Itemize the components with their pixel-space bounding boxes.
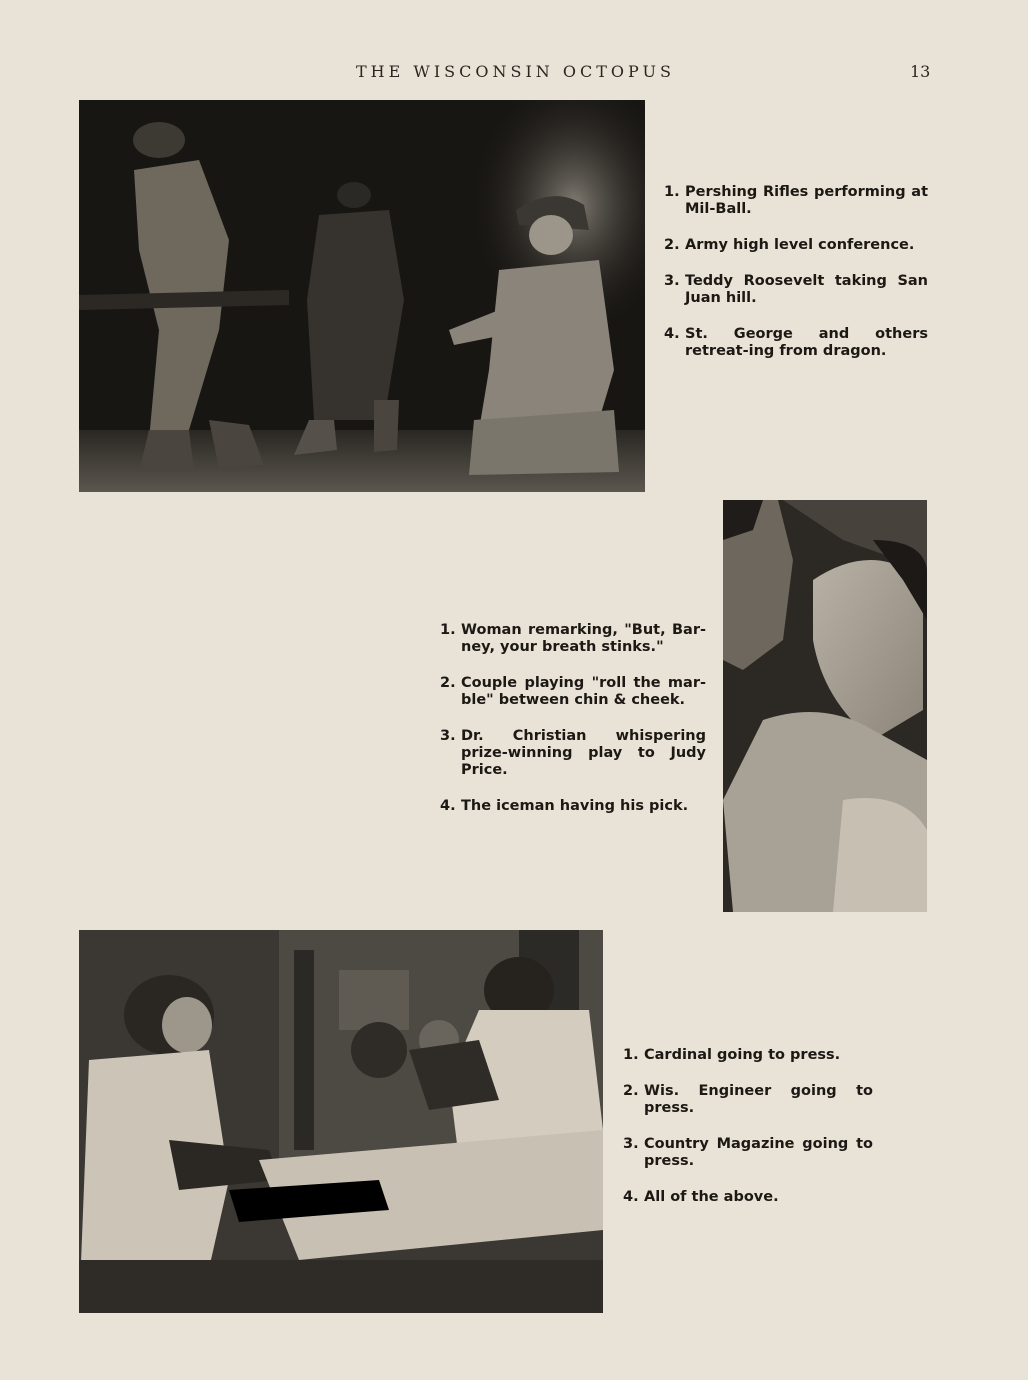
caption-number: 2. xyxy=(623,1083,639,1099)
caption-item xyxy=(623,1047,873,1064)
caption-item xyxy=(623,1189,873,1206)
page-number: 13 xyxy=(910,62,931,81)
caption-text: Country Magazine going to press. xyxy=(644,1136,873,1169)
captions-soldiers xyxy=(664,184,928,379)
caption-number: 3. xyxy=(440,728,456,744)
caption-item xyxy=(440,622,706,656)
caption-number: 2. xyxy=(440,675,456,691)
photo-chimpanzees-image xyxy=(79,930,603,1313)
caption-number: 1. xyxy=(664,184,680,200)
caption-number: 1. xyxy=(623,1047,639,1063)
caption-number: 3. xyxy=(623,1136,639,1152)
photo-chimpanzees xyxy=(79,930,603,1313)
caption-text: Woman remarking, "But, Bar-ney, your breath stinks." xyxy=(461,622,706,655)
photo-soldiers-image xyxy=(79,100,645,492)
caption-item xyxy=(664,326,928,360)
caption-number: 1. xyxy=(440,622,456,638)
caption-item xyxy=(440,675,706,709)
caption-item xyxy=(623,1083,873,1117)
caption-text: Teddy Roosevelt taking San Juan hill. xyxy=(685,273,928,306)
captions-couple xyxy=(440,622,706,834)
photo-soldiers xyxy=(79,100,645,492)
caption-item xyxy=(623,1136,873,1170)
page-header-title: THE WISCONSIN OCTOPUS xyxy=(356,62,675,81)
caption-text: Couple playing "roll the mar-ble" between chin & cheek. xyxy=(461,675,706,708)
caption-text: St. George and others retreat-ing from dragon. xyxy=(685,326,928,359)
caption-number: 2. xyxy=(664,237,680,253)
caption-item xyxy=(664,273,928,307)
caption-item xyxy=(664,237,928,254)
caption-item xyxy=(664,184,928,218)
photo-couple-image xyxy=(723,500,927,912)
caption-item xyxy=(440,728,706,779)
caption-number: 4. xyxy=(623,1189,639,1205)
caption-number: 4. xyxy=(664,326,680,342)
caption-number: 3. xyxy=(664,273,680,289)
caption-text: Wis. Engineer going to press. xyxy=(644,1083,873,1116)
photo-couple xyxy=(723,500,927,912)
caption-text: All of the above. xyxy=(644,1189,779,1205)
caption-number: 4. xyxy=(440,798,456,814)
caption-text: Cardinal going to press. xyxy=(644,1047,841,1063)
captions-chimpanzees xyxy=(623,1047,873,1225)
caption-text: Pershing Rifles performing at Mil-Ball. xyxy=(685,184,928,217)
caption-text: Army high level conference. xyxy=(685,237,915,253)
caption-text: Dr. Christian whispering prize-winning play to Judy Price. xyxy=(461,728,706,778)
caption-item xyxy=(440,798,706,815)
caption-text: The iceman having his pick. xyxy=(461,798,689,814)
